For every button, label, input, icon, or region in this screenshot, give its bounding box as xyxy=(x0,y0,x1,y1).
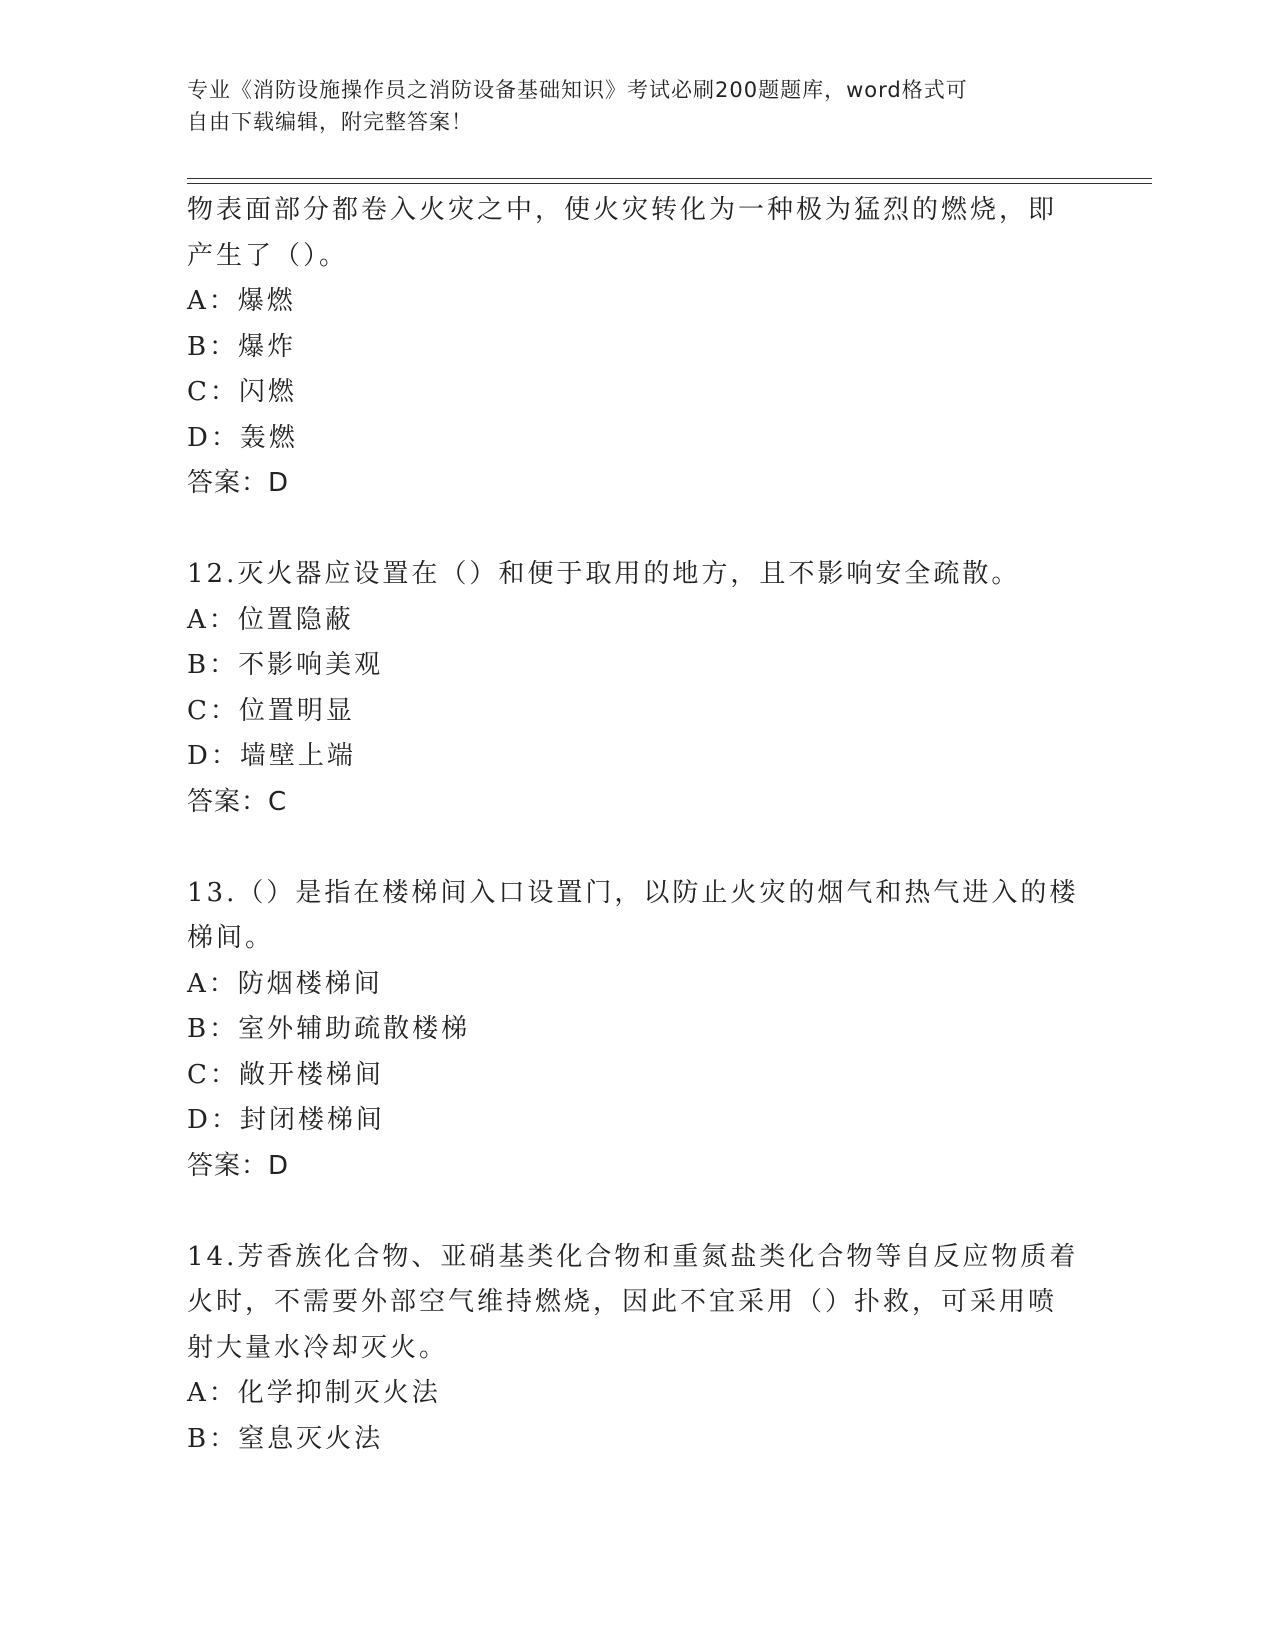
option-a: A：位置隐蔽 xyxy=(187,604,354,635)
header-divider-bottom xyxy=(187,183,1152,184)
answer-line: 答案：C xyxy=(187,786,288,817)
answer-line: 答案：D xyxy=(187,468,290,498)
question-stem-line: 物表面部分都卷入火灾之中，使火灾转化为一种极为猛烈的燃烧，即 xyxy=(187,195,1058,225)
option-b: B：不影响美观 xyxy=(187,650,384,680)
spacer xyxy=(187,507,1087,553)
spacer xyxy=(187,825,1087,871)
question-stem-line: 产生了（）。 xyxy=(187,240,349,271)
question-11 xyxy=(187,188,1087,507)
question-12 xyxy=(187,552,1087,825)
option-a: A：化学抑制灭火法 xyxy=(187,1378,441,1408)
question-14 xyxy=(187,1235,1087,1463)
question-stem-line: 火时，不需要外部空气维持燃烧，因此不宜采用（）扑救，可采用喷 xyxy=(187,1287,1058,1317)
option-c: C：敞开楼梯间 xyxy=(187,1059,384,1090)
option-b: B：爆炸 xyxy=(187,331,297,362)
option-a: A：防烟楼梯间 xyxy=(187,968,383,999)
spacer xyxy=(187,1189,1087,1235)
question-stem-line: 射大量水冷却灭火。 xyxy=(187,1332,449,1363)
header-divider-top xyxy=(187,178,1152,179)
option-d: D：封闭楼梯间 xyxy=(187,1105,385,1135)
question-stem-line: 12.灭火器应设置在（）和便于取用的地方，且不影响安全疏散。 xyxy=(187,559,1021,589)
option-b: B：室外辅助疏散楼梯 xyxy=(187,1014,471,1044)
question-13 xyxy=(187,871,1087,1190)
option-d: D：轰燃 xyxy=(187,422,298,453)
option-d: D：墙壁上端 xyxy=(187,741,356,771)
option-a: A：爆燃 xyxy=(187,286,296,316)
header-line-1: 专业《消防设施操作员之消防设备基础知识》考试必刷200题题库，word格式可 xyxy=(187,78,968,102)
header-line-2: 自由下载编辑，附完整答案！ xyxy=(187,110,473,134)
question-stem-line: 14.芳香族化合物、亚硝基类化合物和重氮盐类化合物等自反应物质着 xyxy=(187,1241,1079,1272)
option-c: C：闪燃 xyxy=(187,377,297,407)
document-header xyxy=(187,74,1067,138)
question-list xyxy=(187,188,1087,1462)
option-b: B：窒息灭火法 xyxy=(187,1423,384,1454)
answer-line: 答案：D xyxy=(187,1150,290,1181)
question-stem-line: 13.（）是指在楼梯间入口设置门，以防止火灾的烟气和热气进入的楼 xyxy=(187,877,1079,908)
question-stem-line: 梯间。 xyxy=(187,923,275,953)
option-c: C：位置明显 xyxy=(187,695,355,726)
